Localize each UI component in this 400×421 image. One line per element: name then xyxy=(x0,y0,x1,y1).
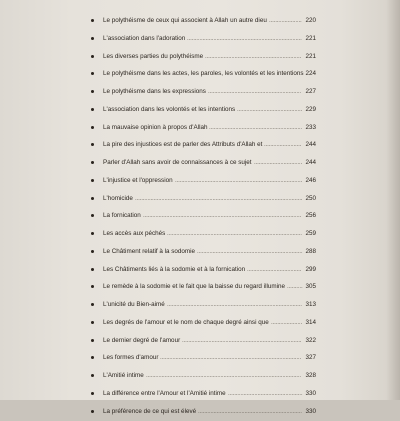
dot-leader: .......................................................................... xyxy=(187,35,301,42)
toc-entry-page-number: 244 xyxy=(302,159,316,166)
bullet-icon xyxy=(91,285,94,288)
toc-entry xyxy=(0,137,400,155)
toc-entry-title: Les degrés de l'amour et le nom de chaque degré ainsi que xyxy=(103,319,269,326)
dot-leader: ................................................ xyxy=(228,390,301,397)
toc-entry-title: L'association dans les volontés et les intentions xyxy=(103,106,235,113)
toc-entry-page-number: 328 xyxy=(302,372,316,379)
dot-leader: .................... xyxy=(271,319,301,326)
bullet-icon xyxy=(91,339,94,342)
bullet-icon xyxy=(91,126,94,129)
toc-entry-title: Le Châtiment relatif à la sodomie xyxy=(103,248,195,255)
dot-leader: ........................ xyxy=(264,141,301,148)
toc-entry-title: La fornication xyxy=(103,212,141,219)
bullet-icon xyxy=(91,90,94,93)
bullet-icon xyxy=(91,214,94,217)
bullet-icon xyxy=(91,374,94,377)
toc-entry-title: Les Châtiments liés à la sodomie et à la fornication xyxy=(103,266,245,273)
toc-entry-page-number: 221 xyxy=(302,35,316,42)
toc-entry-title: Parler d'Allah sans avoir de connaissances à ce sujet xyxy=(103,159,252,166)
toc-entry-page-number: 313 xyxy=(302,301,316,308)
toc-entry-page-number: 244 xyxy=(302,141,316,148)
dot-leader: .............................................................. xyxy=(205,53,301,60)
toc-entry xyxy=(0,66,400,84)
toc-entry-title: La mauvaise opinion à propos d'Allah xyxy=(103,124,207,131)
toc-entry-page-number: 221 xyxy=(302,53,316,60)
toc-entry-title: Le dernier degré de l'amour xyxy=(103,337,180,344)
toc-entry-page-number: 288 xyxy=(302,248,316,255)
bullet-icon xyxy=(91,392,94,395)
bullet-icon xyxy=(91,19,94,22)
dot-leader: ............................... xyxy=(254,159,301,166)
toc-entry xyxy=(0,386,400,404)
toc-entry-title: Les formes d'amour xyxy=(103,354,158,361)
toc-entry xyxy=(0,155,400,173)
toc-entry-page-number: 259 xyxy=(302,230,316,237)
dot-leader: ........................................................................................... xyxy=(160,354,301,361)
dot-leader: .......... xyxy=(287,283,301,290)
toc-entry-title: L'Amitié intime xyxy=(103,372,144,379)
toc-entry-page-number: 330 xyxy=(302,390,316,397)
toc-entry-title: Les diverses parties du polythéisme xyxy=(103,53,203,60)
toc-entry xyxy=(0,244,400,262)
dot-leader: .......................................... xyxy=(237,106,301,113)
bullet-icon xyxy=(91,55,94,58)
dot-leader: ................................... xyxy=(247,266,301,273)
bullet-icon xyxy=(91,108,94,111)
dot-leader: .................................................................... xyxy=(197,248,301,255)
toc-entry xyxy=(0,350,400,368)
toc-entry-page-number: 256 xyxy=(302,212,316,219)
bullet-icon xyxy=(91,197,94,200)
toc-entry-title: L'injustice et l'oppression xyxy=(103,177,173,184)
bullet-icon xyxy=(91,72,94,75)
dot-leader: ............................................................................................................ xyxy=(135,195,301,202)
toc-entry xyxy=(0,120,400,138)
table-of-contents xyxy=(0,13,400,421)
toc-entry xyxy=(0,173,400,191)
dot-leader: ....................................................................................... xyxy=(167,230,301,237)
toc-entry-page-number: 227 xyxy=(302,88,316,95)
bullet-icon xyxy=(91,410,94,413)
toc-entry-title: Le remède à la sodomie et le fait que la baisse du regard illumine xyxy=(103,283,285,290)
toc-entry xyxy=(0,226,400,244)
bullet-icon xyxy=(91,303,94,306)
toc-entry-title: Le polythéisme de ceux qui associent à Allah un autre dieu xyxy=(103,17,267,24)
toc-entry-title: La pire des injustices est de parler des Attributs d'Allah et xyxy=(103,141,262,148)
toc-entry-page-number: 322 xyxy=(302,337,316,344)
bullet-icon xyxy=(91,268,94,271)
toc-entry-page-number: 314 xyxy=(302,319,316,326)
toc-entry-title: L'unicité du Bien-aimé xyxy=(103,301,165,308)
bullet-icon xyxy=(91,37,94,40)
toc-entry xyxy=(0,84,400,102)
bullet-icon xyxy=(91,179,94,182)
toc-entry-page-number: 305 xyxy=(302,283,316,290)
dot-leader: ............................................................ xyxy=(208,88,301,95)
toc-entry-title: La préférence de ce qui est élevé xyxy=(103,408,196,415)
toc-entry xyxy=(0,315,400,333)
dot-leader: ................................................................... xyxy=(198,408,301,415)
dot-leader: .................................................................................. xyxy=(175,177,301,184)
dot-leader: ..................... xyxy=(269,17,301,24)
dot-leader: .................................................................................................... xyxy=(146,372,301,379)
toc-entry-title: L'association dans l'adoration xyxy=(103,35,185,42)
toc-entry-page-number: 250 xyxy=(302,195,316,202)
toc-entry xyxy=(0,102,400,120)
toc-entry xyxy=(0,368,400,386)
bullet-icon xyxy=(91,232,94,235)
toc-entry-title: L'homicide xyxy=(103,195,133,202)
dot-leader: ...................................................................................................... xyxy=(143,212,301,219)
toc-entry xyxy=(0,49,400,67)
toc-entry-page-number: 299 xyxy=(302,266,316,273)
toc-entry-title: La différence entre l'Amour et l'Amitié intime xyxy=(103,390,226,397)
toc-entry-page-number: 229 xyxy=(302,106,316,113)
dot-leader: ....................................................................................... xyxy=(167,301,301,308)
bullet-icon xyxy=(91,143,94,146)
toc-entry xyxy=(0,262,400,280)
bullet-icon xyxy=(91,161,94,164)
toc-entry xyxy=(0,404,400,421)
toc-entry-title: Le polythéisme dans les expressions xyxy=(103,88,206,95)
dot-leader: ............................................................ xyxy=(209,124,301,131)
bullet-icon xyxy=(91,250,94,253)
dot-leader: ............................................................................. xyxy=(182,337,301,344)
toc-entry-page-number: 233 xyxy=(302,124,316,131)
toc-entry xyxy=(0,297,400,315)
toc-entry xyxy=(0,208,400,226)
bullet-icon xyxy=(91,321,94,324)
toc-entry xyxy=(0,333,400,351)
toc-entry-page-number: 246 xyxy=(302,177,316,184)
toc-entry xyxy=(0,31,400,49)
toc-entry-page-number: 330 xyxy=(302,408,316,415)
toc-entry-title: Les accès aux péchés xyxy=(103,230,165,237)
toc-entry xyxy=(0,191,400,209)
toc-entry-page-number: 220 xyxy=(302,17,316,24)
toc-entry-title: Le polythéisme dans les actes, les paroles, les volontés et les intentions xyxy=(103,70,304,77)
bullet-icon xyxy=(91,356,94,359)
toc-entry xyxy=(0,279,400,297)
toc-entry xyxy=(0,13,400,31)
toc-entry-page-number: 224 xyxy=(302,70,316,77)
toc-entry-page-number: 327 xyxy=(302,354,316,361)
